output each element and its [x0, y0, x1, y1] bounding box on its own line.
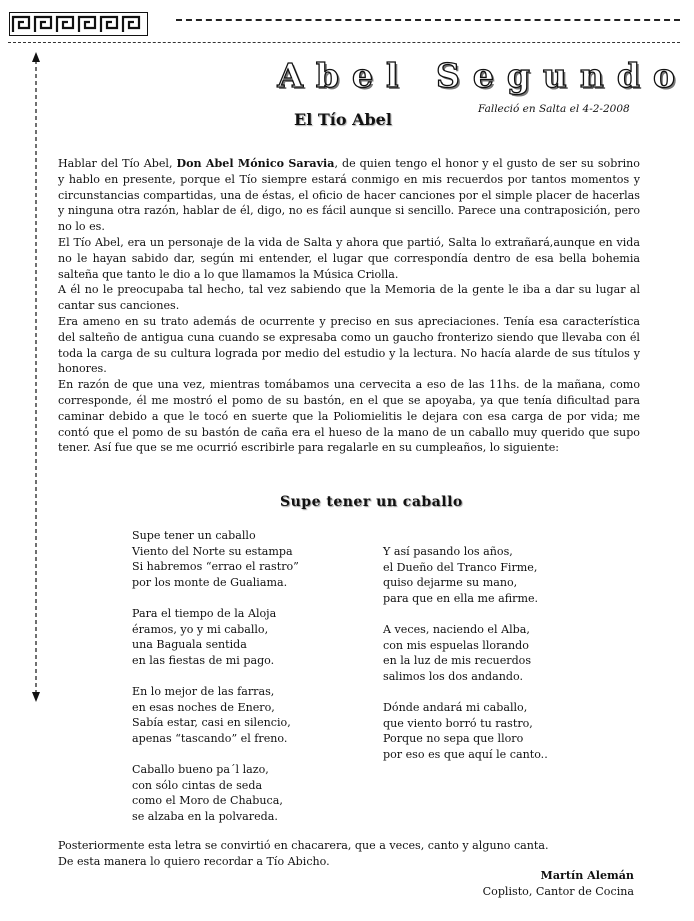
- page-heading: Abel Segundo: [277, 56, 688, 95]
- poem-line: que viento borró tu rastro,: [383, 716, 533, 730]
- poem-line: salimos los dos andando.: [383, 669, 523, 683]
- poem-title: Supe tener un caballo: [280, 494, 463, 510]
- article-subtitle: El Tío Abel: [294, 110, 392, 129]
- poem-line: para que en ella me afirme.: [383, 591, 539, 605]
- poem-line: con mis espuelas llorando: [383, 638, 529, 652]
- top-dashed-rule: [176, 19, 680, 21]
- poem-stanza: [132, 762, 299, 824]
- poem-line: por eso es que aquí le canto..: [383, 747, 548, 761]
- signature-block: [483, 868, 634, 899]
- poem-line: Caballo bueno pa´l lazo,: [132, 762, 269, 776]
- name-highlight: Don Abel Mónico Saravia: [176, 157, 335, 170]
- poem-stanza: [383, 700, 548, 762]
- poem-line: Viento del Norte su estampa: [132, 544, 293, 558]
- closing-line: Posteriormente esta letra se convirtió en chacarera, que a veces, canto y alguno canta.: [58, 839, 549, 852]
- poem-line: A veces, naciendo el Alba,: [383, 622, 530, 636]
- poem-line: En lo mejor de las farras,: [132, 684, 275, 698]
- poem-line: Para el tiempo de la Aloja: [132, 606, 277, 620]
- article-body: [58, 156, 640, 456]
- poem-line: en esas noches de Enero,: [132, 700, 275, 714]
- poem-line: se alzaba en la polvareda.: [132, 809, 278, 823]
- greek-key-border-ornament: [9, 12, 148, 36]
- poem-column-left: [132, 528, 299, 840]
- poem-line: apenas “tascando” el freno.: [132, 731, 288, 745]
- poem-stanza: [383, 544, 548, 606]
- poem-line: Y así pasando los años,: [383, 545, 513, 558]
- signature-title: Coplisto, Cantor de Cocina: [482, 884, 634, 898]
- poem-line: como el Moro de Chabuca,: [132, 794, 283, 808]
- poem-line: en la luz de mis recuerdos: [383, 654, 532, 668]
- paragraph: En razón de que una vez, mientras tomábamos una cervecita a eso de las 11hs. de la mañana, como corresponde, él me mostró el pomo de su bastón, en el que se apoyaba, ya que tenía dificultad para caminar debido a que le tocó en suerte que la Poliomielitis le dejara con esa carga de por vida; me contó que el pomo de su bastón de caña era el hueso de la mano de un caballo muy querido que supo tener. Así fue que se me ocurrió escribirle para regalarle en su cumpleaños, lo siguiente:: [58, 378, 640, 455]
- poem-stanza: [132, 606, 299, 668]
- poem-line: por los monte de Gualiama.: [132, 575, 288, 589]
- poem-line: el Dueño del Tranco Firme,: [383, 560, 538, 574]
- closing-line: De esta manera lo quiero recordar a Tío Abicho.: [58, 854, 330, 868]
- poem-line: quiso dejarme su mano,: [383, 576, 518, 590]
- paragraph: A él no le preocupaba tal hecho, tal vez sabiendo que la Memoria de la gente le iba a dar su lugar al cantar sus canciones.: [58, 283, 640, 313]
- poem-column-right: [383, 544, 548, 778]
- poem-stanza: [132, 528, 299, 590]
- poem-line: en las fiestas de mi pago.: [132, 653, 275, 667]
- poem-stanza: [383, 622, 548, 684]
- poem-line: una Baguala sentida: [132, 638, 247, 652]
- signature-name: Martín Alemán: [540, 869, 634, 882]
- poem-line: Porque no sepa que lloro: [383, 732, 524, 746]
- header-dashed-rule: [8, 42, 680, 43]
- closing-text: [58, 838, 549, 869]
- poem-line: Supe tener un caballo: [132, 529, 256, 542]
- paragraph: Era ameno en su trato además de ocurrente y preciso en sus apreciaciones. Tenía esa característica del salteño de antigua cuna cuando se expresaba como un gaucho fronterizo siendo que llevaba con él toda la carga de su cultura lograda por medio del estudio y la lectura. No hacía alarde de sus títulos y honores.: [58, 314, 640, 376]
- poem-line: Si habremos “errao el rastro”: [132, 560, 299, 574]
- paragraph: El Tío Abel, era un personaje de la vida de Salta y ahora que partió, Salta lo extrañará,aunque en vida no le hayan sabido dar, según mi entender, el lugar que correspondía dentro de esa bella bohemia salteña que tanto le dio a lo que llamamos la Música Criolla.: [58, 235, 640, 281]
- vertical-arrow-rule: [30, 52, 42, 702]
- poem-line: Sabía estar, casi en silencio,: [132, 716, 291, 730]
- poem-stanza: [132, 684, 299, 746]
- poem-line: Dónde andará mi caballo,: [383, 700, 528, 714]
- death-date-note: Falleció en Salta el 4-2-2008: [478, 103, 630, 115]
- poem-line: con sólo cintas de seda: [132, 778, 263, 792]
- paragraph: Hablar del Tío Abel, Don Abel Mónico Saravia, de quien tengo el honor y el gusto de ser su sobrino y hablo en presente, porque el Tío siempre estará conmigo en mis recuerdos por tantos momentos y circunstancias compartidas, una de éstas, el oficio de hacer canciones por el simple placer de hacerlas y ninguna otra razón, hablar de él, digo, no es fácil aunque si sencillo. Parece una contraposición, pero no lo es.: [58, 157, 640, 234]
- poem-line: éramos, yo y mi caballo,: [132, 622, 269, 636]
